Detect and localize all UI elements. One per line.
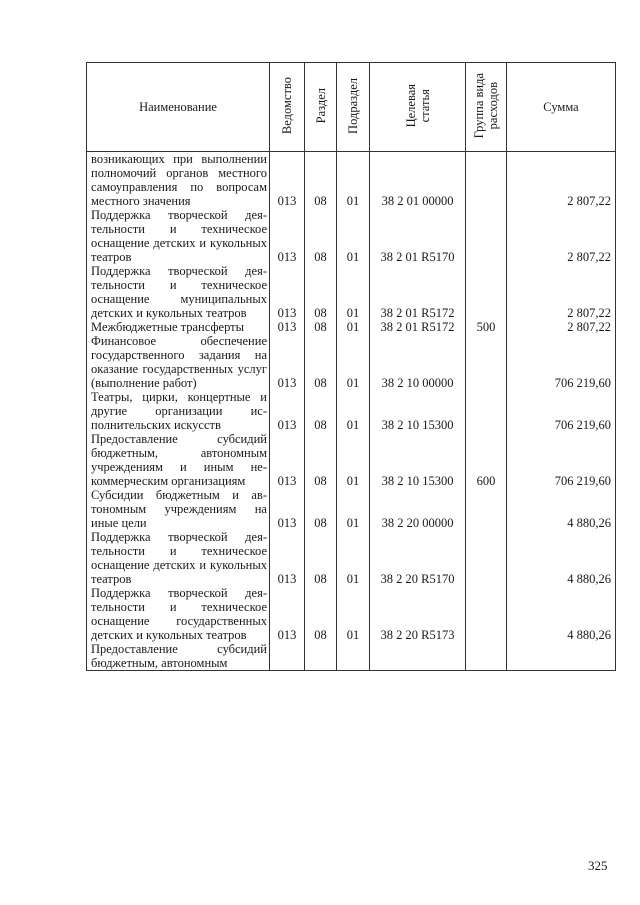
header-sum: Сумма [507,63,616,152]
header-name: Наименование [87,63,270,152]
cell-ved: 013 [270,208,305,264]
cell-grp [466,586,507,642]
cell-grp: 600 [466,432,507,488]
cell-cel: 38 2 01 R5172 [370,320,466,334]
cell-razdel: 08 [305,432,337,488]
cell-podrazdel [337,642,370,671]
cell-ved: 013 [270,334,305,390]
cell-podrazdel: 01 [337,432,370,488]
cell-cel: 38 2 01 R5170 [370,208,466,264]
cell-ved: 013 [270,530,305,586]
cell-sum: 4 880,26 [507,530,616,586]
cell-podrazdel: 01 [337,530,370,586]
cell-grp [466,488,507,530]
table-row [87,208,616,264]
table-header-row [87,63,616,152]
cell-podrazdel: 01 [337,208,370,264]
cell-razdel: 08 [305,488,337,530]
cell-name: Предоставление субсидий бюджетным, автономным [87,642,270,671]
cell-ved: 013 [270,320,305,334]
cell-name: Субсидии бюджетным и автономным учреждениям на иные цели [87,488,270,530]
cell-cel: 38 2 20 R5170 [370,530,466,586]
budget-table [86,62,616,671]
table-row [87,642,616,671]
cell-cel: 38 2 01 R5172 [370,264,466,320]
cell-sum: 706 219,60 [507,432,616,488]
cell-grp [466,642,507,671]
cell-podrazdel: 01 [337,488,370,530]
cell-razdel [305,642,337,671]
cell-cel: 38 2 10 15300 [370,390,466,432]
cell-name: Поддержка творческой деятельности и техническое оснащение муниципальных детских и кукольных театров [87,264,270,320]
cell-sum: 2 807,22 [507,208,616,264]
header-razdel: Раздел [305,63,337,152]
cell-sum: 4 880,26 [507,488,616,530]
table-row [87,264,616,320]
cell-razdel: 08 [305,264,337,320]
cell-sum: 2 807,22 [507,152,616,209]
cell-cel: 38 2 01 00000 [370,152,466,209]
cell-ved: 013 [270,488,305,530]
cell-cel [370,642,466,671]
table-row [87,488,616,530]
cell-razdel: 08 [305,530,337,586]
cell-podrazdel: 01 [337,334,370,390]
cell-cel: 38 2 20 00000 [370,488,466,530]
header-ved: Ведомство [270,63,305,152]
cell-name: Межбюджетные трансферты [87,320,270,334]
cell-name: возникающих при выполнении полномочий органов местного самоуправления по вопросам местного значения [87,152,270,209]
cell-name: Финансовое обеспечение государственного задания на оказание государственных услуг (выполнение работ) [87,334,270,390]
cell-podrazdel: 01 [337,320,370,334]
cell-name: Поддержка творческой деятельности и техническое оснащение государственных детских и кукольных театров [87,586,270,642]
cell-podrazdel: 01 [337,152,370,209]
cell-sum: 2 807,22 [507,320,616,334]
header-podrazdel: Подраздел [337,63,370,152]
cell-podrazdel: 01 [337,264,370,320]
cell-name: Поддержка творческой деятельности и техническое оснащение детских и кукольных театров [87,530,270,586]
cell-ved: 013 [270,152,305,209]
cell-razdel: 08 [305,208,337,264]
cell-sum [507,642,616,671]
table-row [87,320,616,334]
table-row [87,390,616,432]
cell-razdel: 08 [305,152,337,209]
cell-grp [466,390,507,432]
cell-cel: 38 2 20 R5173 [370,586,466,642]
cell-grp [466,334,507,390]
table-row [87,586,616,642]
table-row [87,432,616,488]
cell-grp [466,530,507,586]
cell-name: Поддержка творческой деятельности и техническое оснащение детских и кукольных театров [87,208,270,264]
page-number: 325 [588,858,608,873]
cell-sum: 4 880,26 [507,586,616,642]
cell-sum: 706 219,60 [507,390,616,432]
cell-razdel: 08 [305,334,337,390]
table-row [87,152,616,209]
cell-razdel: 08 [305,320,337,334]
cell-podrazdel: 01 [337,390,370,432]
cell-sum: 2 807,22 [507,264,616,320]
cell-razdel: 08 [305,586,337,642]
cell-ved: 013 [270,390,305,432]
cell-grp: 500 [466,320,507,334]
cell-grp [466,152,507,209]
cell-ved: 013 [270,586,305,642]
cell-grp [466,208,507,264]
cell-grp [466,264,507,320]
cell-ved: 013 [270,264,305,320]
cell-cel: 38 2 10 00000 [370,334,466,390]
cell-name: Театры, цирки, концертные и другие организации исполнительских искусств [87,390,270,432]
cell-cel: 38 2 10 15300 [370,432,466,488]
cell-ved [270,642,305,671]
header-grp: Группа вида расходов [466,63,507,152]
cell-podrazdel: 01 [337,586,370,642]
table-row [87,530,616,586]
table-row [87,334,616,390]
cell-sum: 706 219,60 [507,334,616,390]
cell-razdel: 08 [305,390,337,432]
cell-ved: 013 [270,432,305,488]
cell-name: Предоставление субсидий бюджетным, автономным учреждениям и иным некоммерческим организациям [87,432,270,488]
header-cel: Целевая статья [370,63,466,152]
